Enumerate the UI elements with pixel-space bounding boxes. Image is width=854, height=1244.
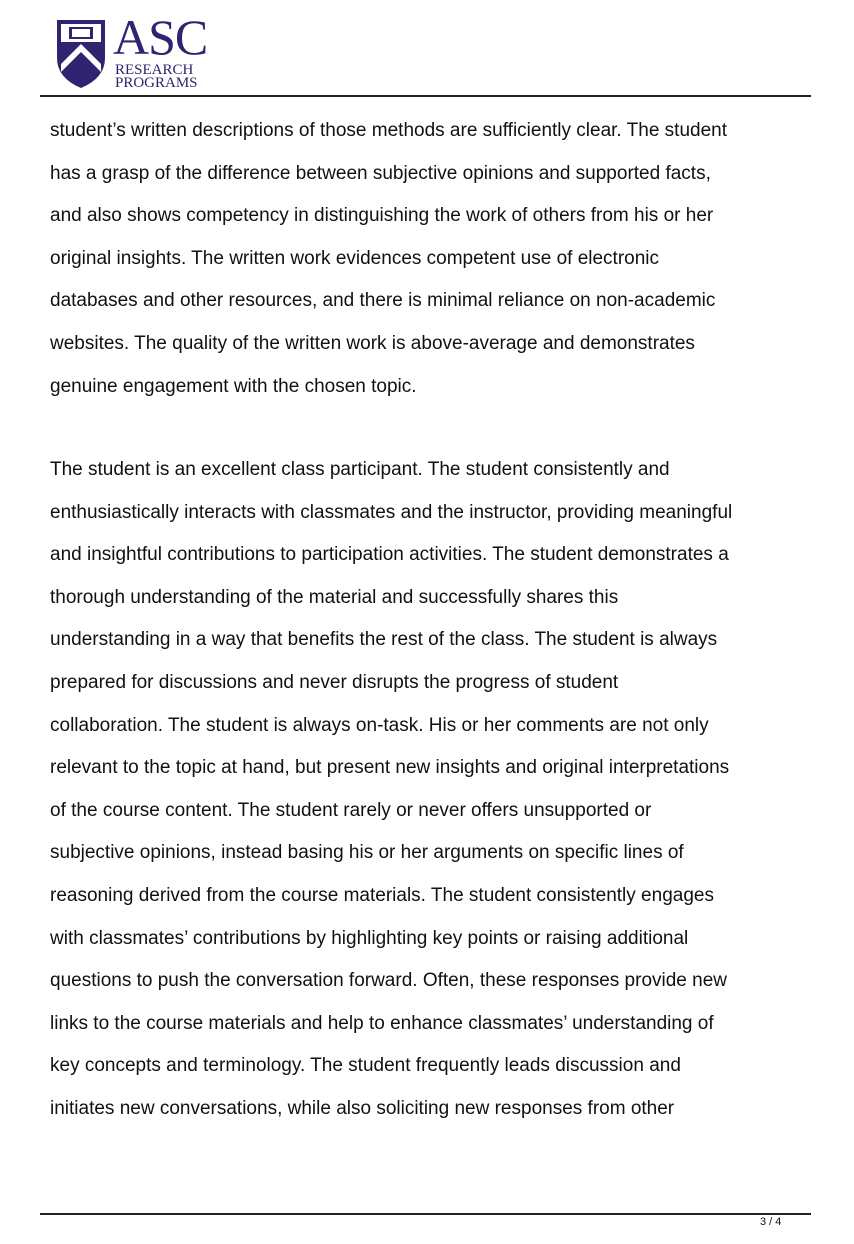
text-line: initiates new conversations, while also soliciting new responses from other — [50, 1097, 675, 1119]
asc-research-programs-logo — [55, 9, 215, 92]
text-line: and also shows competency in distinguishing the work of others from his or her — [50, 205, 714, 227]
logo-text: ASC — [113, 9, 208, 65]
text-line: original insights. The written work evidences competent use of electronic — [50, 247, 660, 269]
paragraph-2 — [50, 449, 732, 1131]
text-line: of the course content. The student rarely or never offers unsupported or — [50, 799, 652, 821]
text-line: reasoning derived from the course materials. The student consistently engages — [50, 884, 714, 906]
footer-rule — [40, 1213, 811, 1215]
shield-icon — [55, 18, 107, 90]
text-line: has a grasp of the difference between subjective opinions and supported facts, — [50, 162, 711, 184]
text-line: websites. The quality of the written work is above-average and demonstrates — [50, 332, 695, 354]
logo-subtext-1: RESEARCH — [115, 62, 194, 78]
text-line: links to the course materials and help to enhance classmates’ understanding of — [50, 1012, 714, 1034]
text-line: questions to push the conversation forward. Often, these responses provide new — [50, 970, 728, 992]
text-line: understanding in a way that benefits the rest of the class. The student is always — [50, 629, 718, 651]
text-line: with classmates’ contributions by highlighting key points or raising additional — [50, 927, 689, 949]
text-line: student’s written descriptions of those methods are sufficiently clear. The student — [50, 120, 727, 141]
text-line: thorough understanding of the material and successfully shares this — [50, 586, 619, 608]
text-line: relevant to the topic at hand, but present new insights and original interpretations — [50, 757, 730, 779]
text-line: databases and other resources, and there is minimal reliance on non-academic — [50, 290, 716, 312]
text-line: key concepts and terminology. The student frequently leads discussion and — [50, 1055, 681, 1077]
page-number: 3 / 4 — [760, 1216, 782, 1228]
text-line: enthusiastically interacts with classmates and the instructor, providing meaningful — [50, 501, 733, 523]
header-rule — [40, 95, 811, 97]
text-line: genuine engagement with the chosen topic. — [50, 375, 417, 397]
text-line: The student is an excellent class participant. The student consistently and — [50, 459, 670, 480]
text-line: and insightful contributions to participation activities. The student demonstrates a — [50, 544, 729, 566]
text-line: prepared for discussions and never disrupts the progress of student — [50, 671, 619, 693]
text-line: subjective opinions, instead basing his or her arguments on specific lines of — [50, 842, 684, 864]
paragraph-1 — [50, 110, 727, 408]
text-line: collaboration. The student is always on-task. His or her comments are not only — [50, 714, 709, 736]
logo-subtext-2: PROGRAMS — [115, 75, 198, 91]
